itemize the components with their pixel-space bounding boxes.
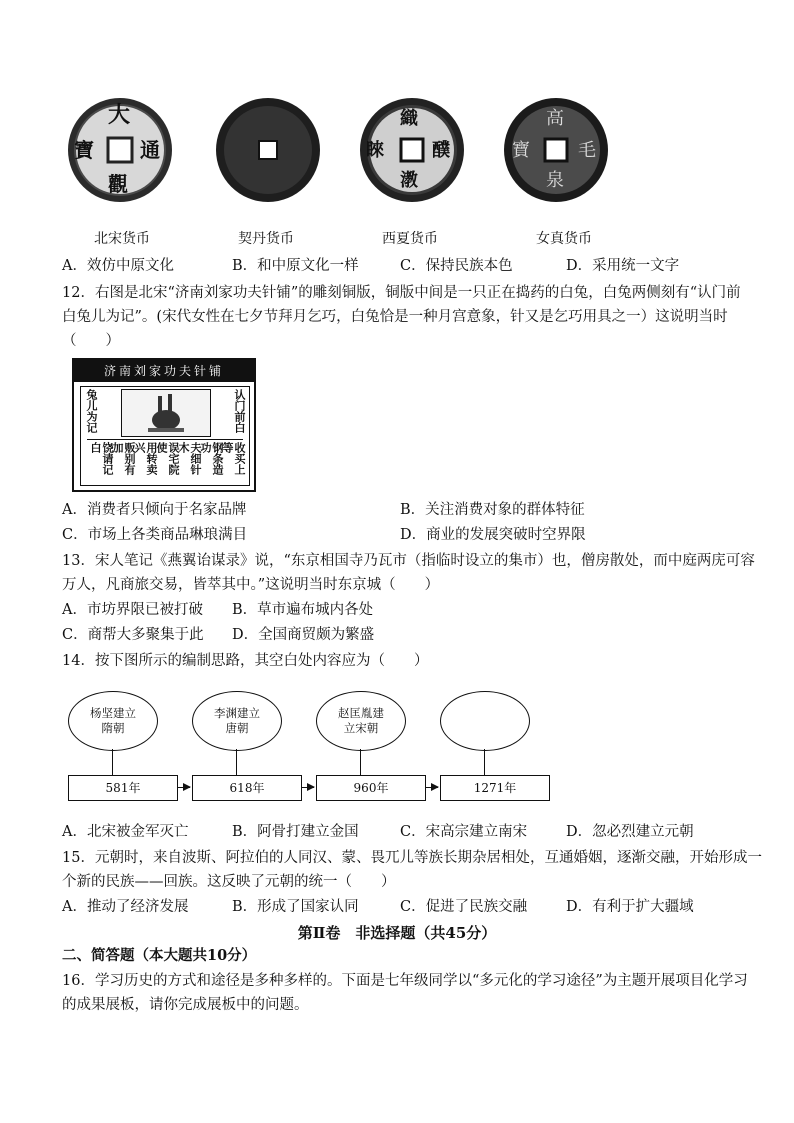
event-line: 立宋朝 xyxy=(343,721,379,735)
q14-option-a: A．北宋被金军灭亡 xyxy=(62,824,189,840)
coin-char: 醭 xyxy=(432,140,450,161)
q15-line-2: 个新的民族——回族。这反映了元朝的统一（ ） xyxy=(62,874,396,890)
q11-option-b: B．和中原文化一样 xyxy=(232,258,359,274)
part-2-title: 第Ⅱ卷 非选择题（共45分） xyxy=(297,924,497,942)
q13-line-2: 万人，凡商旅交易，皆萃其中。”这说明当时东京城（ ） xyxy=(62,577,440,593)
q12-option-b: B．关注消费对象的群体特征 xyxy=(400,502,585,518)
q15-option-c: C．促进了民族交融 xyxy=(400,899,528,915)
section-2-title: 二、简答题（本大题共10分） xyxy=(62,947,257,964)
connector xyxy=(236,749,237,775)
q13-option-c: C．商帮大多聚集于此 xyxy=(62,627,204,643)
plate-inner xyxy=(80,386,250,486)
plate-title: 济南刘家功夫针铺 xyxy=(74,360,254,382)
q12-option-c: C．市场上各类商品琳琅满目 xyxy=(62,527,248,543)
plate-left-text: 兔儿为记 xyxy=(85,389,98,433)
plate-col: 误宅院使 xyxy=(155,442,180,475)
plate-bottom-columns xyxy=(87,439,246,484)
coin-khitan xyxy=(214,96,322,204)
coin-char: 睞 xyxy=(366,140,384,161)
coin-label-xixia: 西夏货币 xyxy=(382,231,438,247)
coin-char: 寶 xyxy=(512,140,530,161)
q12-line-1: 12．右图是北宋“济南刘家功夫针铺”的雕刻铜版，铜版中间是一只正在捣药的白兔，白兔两侧刻有“认门前 xyxy=(62,285,741,301)
q13-option-b: B．草市遍布城内各处 xyxy=(232,602,374,618)
khitan-coin-icon xyxy=(214,96,322,204)
q12-line-2: 白兔儿为记”。(宋代女性在七夕节拜月乞巧，白兔恰是一种月宫意象，针又是乞巧用具之一）这说明当时 xyxy=(62,309,728,325)
q12-option-d: D．商业的发展突破时空界限 xyxy=(400,527,586,543)
event-line: 唐朝 xyxy=(225,721,249,735)
q14-question: 14．按下图所示的编制思路，其空白处内容应为（ ） xyxy=(62,653,429,669)
q15-option-d: D．有利于扩大疆域 xyxy=(566,899,694,915)
q12-line-3: （ ） xyxy=(62,333,120,349)
coin-char: 大 xyxy=(108,102,131,128)
q13-line-1: 13．宋人笔记《燕翼诒谋录》说，“东京相国寺乃瓦市（指临时设立的集市）也，僧房散处，而中庭两庑可容 xyxy=(62,553,755,569)
coin-label-song: 北宋货币 xyxy=(94,231,150,247)
event-ellipse-tang xyxy=(192,691,282,751)
q16-line-1: 16．学习历史的方式和途径是多种多样的。下面是七年级同学以“多元化的学习途径”为主题开展项目化学习 xyxy=(62,973,748,989)
q14-option-b: B．阿骨打建立金国 xyxy=(232,824,359,840)
connector xyxy=(484,749,485,775)
coin-label-jurchen: 女真货币 xyxy=(536,231,592,247)
q12-option-a: A．消费者只倾向于名家品牌 xyxy=(62,502,247,518)
q14-option-d: D．忽必烈建立元朝 xyxy=(566,824,694,840)
plate-col: 夫细针木 xyxy=(177,442,202,475)
q11-option-c: C．保持民族本色 xyxy=(400,258,513,274)
coin-label-khitan: 契丹货币 xyxy=(238,231,294,247)
coin-char: 觀 xyxy=(108,172,128,196)
copper-plate xyxy=(72,358,256,492)
q15-line-1: 15．元朝时，来自波斯、阿拉伯的人同汉、蒙、畏兀儿等族长期杂居相处，互通婚姻，逐渐交融，开始形成一 xyxy=(62,850,762,866)
q13-option-a: A．市坊界限已被打破 xyxy=(62,602,203,618)
event-line: 隋朝 xyxy=(101,721,125,735)
event-ellipse-song xyxy=(316,691,406,751)
rabbit-icon xyxy=(122,390,210,436)
plate-right-text: 认门前白 xyxy=(233,389,246,433)
coin-char: 漖 xyxy=(400,170,418,191)
connector xyxy=(112,749,113,775)
rabbit-picture xyxy=(121,389,211,437)
q16-line-2: 的成果展板，请你完成展板中的问题。 xyxy=(62,997,309,1013)
q13-option-d: D．全国商贸颇为繁盛 xyxy=(232,627,375,643)
coin-char: 寶 xyxy=(74,138,94,162)
plate-col: 用转卖兴 xyxy=(133,442,158,475)
coin-char: 毛 xyxy=(578,140,596,161)
event-ellipse-blank xyxy=(440,691,530,751)
event-line: 李渊建立 xyxy=(214,706,260,720)
arrow xyxy=(178,787,190,788)
plate-col: 收买上等 xyxy=(221,442,246,475)
arrow xyxy=(426,787,438,788)
coin-char: 織 xyxy=(400,108,418,129)
q11-option-d: D．采用统一文字 xyxy=(566,258,680,274)
plate-col: 贩别有加 xyxy=(111,442,136,475)
coin-char: 高 xyxy=(546,108,564,129)
plate-col: 饶请记白 xyxy=(89,442,114,475)
q15-option-b: B．形成了国家认同 xyxy=(232,899,359,915)
event-line: 杨坚建立 xyxy=(90,706,136,720)
q15-option-a: A．推动了经济发展 xyxy=(62,899,189,915)
coin-char: 通 xyxy=(140,138,160,162)
connector xyxy=(360,749,361,775)
year-box: 1271年 xyxy=(440,775,550,801)
year-box: 618年 xyxy=(192,775,302,801)
year-box: 581年 xyxy=(68,775,178,801)
q11-option-a: A．效仿中原文化 xyxy=(62,258,174,274)
year-box: 960年 xyxy=(316,775,426,801)
arrow xyxy=(302,787,314,788)
q14-option-c: C．宋高宗建立南宋 xyxy=(400,824,528,840)
event-ellipse-sui xyxy=(68,691,158,751)
event-line: 赵匡胤建 xyxy=(338,706,384,720)
coin-char: 泉 xyxy=(546,170,564,191)
plate-col: 钢条造功 xyxy=(199,442,224,475)
